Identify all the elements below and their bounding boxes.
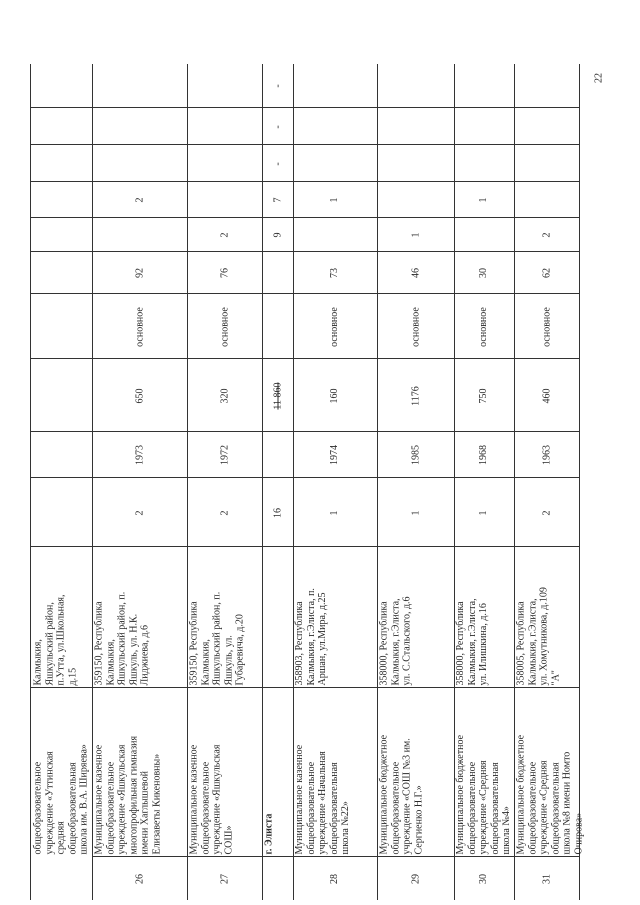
cell-name — [31, 687, 92, 857]
cell-text-type: основное — [133, 306, 145, 347]
cell-text-name: общеобразовательное учреждение «Уттинская средняя общеобразовательная школа им. В.А. Ширяева» — [32, 743, 89, 854]
cell-name — [92, 687, 187, 857]
cell-text-c4: - — [271, 124, 283, 129]
cell-c3 — [454, 144, 514, 182]
cell-type — [293, 293, 377, 359]
table-row — [31, 64, 93, 900]
cell-capacity — [31, 358, 92, 432]
cell-text-c2: 1 — [478, 197, 490, 203]
cell-text-type: основное — [329, 306, 341, 347]
cell-text-year: 1968 — [478, 445, 490, 465]
cell-students — [92, 251, 187, 294]
cell-c1 — [514, 217, 579, 252]
cell-c1 — [92, 217, 187, 252]
cell-text-c2: 7 — [271, 197, 283, 203]
cell-c1 — [187, 217, 262, 252]
cell-text-name: Муниципальное казенное общеобразовательное учреждение «Начальная общеобразовательная школа №22» — [294, 744, 351, 854]
cell-capacity — [92, 358, 187, 432]
cell-text-capacity: 320 — [218, 388, 230, 403]
cell-text-students: 73 — [329, 268, 341, 278]
cell-text-name: Муниципальное казенное общеобразовательное учреждение «Яшкульская многопрофильная гимназия имени Хаглышевой Елизаветы Кикеновны» — [93, 735, 162, 854]
cell-address — [293, 546, 377, 688]
cell-year — [377, 431, 454, 478]
cell-text-year: 1974 — [329, 445, 341, 465]
cell-no — [31, 856, 92, 900]
cell-type — [377, 293, 454, 359]
cell-year — [514, 431, 579, 478]
cell-c5 — [454, 64, 514, 107]
table-row — [514, 64, 584, 900]
cell-name — [514, 687, 584, 857]
cell-c4 — [514, 107, 579, 145]
cell-capacity — [377, 358, 454, 432]
cell-address — [262, 546, 293, 688]
cell-text-no: 26 — [133, 874, 145, 884]
table-row — [92, 64, 188, 900]
cell-text-year: 1973 — [133, 445, 145, 465]
cell-name — [293, 687, 377, 857]
cell-text-buildings: 1 — [409, 510, 421, 515]
cell-c3 — [31, 144, 92, 182]
cell-students — [187, 251, 262, 294]
cell-type — [92, 293, 187, 359]
cell-type — [187, 293, 262, 359]
cell-text-type: основное — [409, 306, 421, 347]
cell-year — [454, 431, 514, 478]
cell-text-c1: 2 — [540, 232, 552, 238]
cell-c2 — [92, 181, 187, 218]
cell-address — [92, 546, 187, 688]
cell-name — [262, 687, 293, 857]
cell-address — [31, 546, 92, 688]
cell-text-address: 358000, Республика Калмыкия, г.Элиста, ул. С.Стальского, д.6 — [378, 595, 412, 685]
cell-type — [31, 293, 92, 359]
cell-no — [293, 856, 377, 901]
cell-name — [187, 687, 262, 857]
cell-buildings — [92, 477, 187, 547]
cell-text-year: 1972 — [218, 445, 230, 465]
cell-students — [454, 251, 514, 294]
cell-text-capacity: 750 — [478, 388, 490, 403]
cell-text-buildings: 16 — [271, 507, 283, 518]
cell-no — [377, 856, 454, 901]
cell-text-no: 29 — [409, 874, 421, 884]
cell-text-buildings: 2 — [540, 510, 552, 515]
cell-text-buildings: 2 — [218, 510, 230, 515]
cell-text-capacity: 1176 — [409, 385, 421, 406]
cell-c2 — [514, 181, 579, 218]
table-row — [454, 64, 515, 900]
cell-c3 — [262, 144, 293, 182]
cell-text-capacity: 160 — [329, 388, 341, 403]
cell-students — [514, 251, 579, 294]
cell-c4 — [187, 107, 262, 145]
cell-capacity — [293, 358, 377, 432]
cell-text-address: Калмыкия, Яшкульский район, п.Утта, ул.Школьная, д.15 — [32, 593, 78, 685]
cell-c5 — [514, 64, 579, 107]
cell-c4 — [92, 107, 187, 145]
cell-text-name: Муниципальное казенное общеобразовательное учреждение «Яшкульская СОШ» — [188, 744, 234, 854]
cell-address — [454, 546, 514, 688]
cell-text-address: 358000, Республика Калмыкия, г.Элиста, ул. Илишкина, д.16 — [455, 597, 489, 685]
cell-text-type: основное — [218, 306, 230, 347]
cell-c4 — [31, 107, 92, 145]
cell-text-year: 1963 — [540, 445, 552, 465]
cell-students — [293, 251, 377, 294]
cell-c2 — [454, 181, 514, 218]
cell-text-name: Муниципальное бюджетное общеобразовательное учреждение «Средняя общеобразовательная школа №8 имени Номто Очирова» — [515, 734, 584, 854]
cell-c4 — [262, 107, 293, 145]
page-number — [589, 68, 609, 88]
cell-text-address: 358903, Республика Калмыкия, г.Элиста, п. Аршан, ул.Мира, д.25 — [294, 587, 328, 685]
cell-year — [92, 431, 187, 478]
cell-c2 — [377, 181, 454, 218]
cell-buildings — [262, 477, 293, 547]
cell-students — [262, 251, 293, 294]
cell-text-year: 1985 — [409, 445, 421, 465]
cell-c1 — [454, 217, 514, 252]
cell-name — [377, 687, 454, 857]
cell-name — [454, 687, 514, 857]
cell-text-name: г. Элиста — [263, 813, 274, 854]
cell-c1 — [377, 217, 454, 252]
cell-capacity — [187, 358, 262, 432]
cell-buildings — [514, 477, 579, 547]
cell-no — [187, 856, 262, 901]
cell-address — [377, 546, 454, 688]
cell-text-no: 27 — [218, 874, 230, 884]
cell-text-c2: 2 — [133, 197, 145, 203]
cell-c5 — [377, 64, 454, 107]
cell-c5 — [262, 64, 293, 107]
cell-c4 — [293, 107, 377, 145]
cell-text-type: основное — [540, 306, 552, 347]
cell-text-address: 359150, Республика Калмыкия, Яшкульский район, п. Яшкуль, ул. Н.К. Лиджиева, д.6 — [93, 591, 150, 685]
cell-c2 — [293, 181, 377, 218]
cell-text-buildings: 1 — [329, 510, 341, 515]
cell-year — [293, 431, 377, 478]
cell-text-capacity: 11 860 — [271, 381, 283, 410]
cell-year — [31, 431, 92, 478]
cell-c2 — [262, 181, 293, 218]
cell-year — [262, 431, 293, 478]
cell-c2 — [187, 181, 262, 218]
cell-buildings — [454, 477, 514, 547]
table-row — [293, 64, 378, 900]
cell-no — [262, 856, 293, 901]
cell-buildings — [187, 477, 262, 547]
cell-c1 — [262, 217, 293, 252]
cell-text-no: 30 — [478, 874, 490, 884]
cell-text-c1: 9 — [271, 232, 283, 238]
cell-c3 — [187, 144, 262, 182]
cell-text-students: 30 — [478, 268, 490, 278]
cell-students — [31, 251, 92, 294]
cell-type — [514, 293, 579, 359]
cell-text-type: основное — [478, 306, 490, 347]
cell-type — [454, 293, 514, 359]
cell-c5 — [31, 64, 92, 107]
cell-no — [514, 856, 579, 901]
cell-year — [187, 431, 262, 478]
cell-text-buildings: 1 — [478, 510, 490, 515]
cell-c4 — [454, 107, 514, 145]
cell-text-students: 46 — [409, 268, 421, 278]
cell-capacity — [514, 358, 579, 432]
cell-type — [262, 293, 293, 359]
cell-text-no: 31 — [540, 874, 552, 884]
cell-students — [377, 251, 454, 294]
cell-text-c5: - — [271, 83, 283, 88]
cell-buildings — [377, 477, 454, 547]
schools-table — [30, 64, 584, 900]
cell-c3 — [92, 144, 187, 182]
cell-c3 — [377, 144, 454, 182]
cell-text-capacity: 650 — [133, 388, 145, 403]
cell-text-students: 92 — [133, 268, 145, 278]
cell-c1 — [31, 217, 92, 252]
cell-text-address: 359150, Республика Калмыкия, Яшкульский район, п. Яшкуль, ул. Губаревича, д.20 — [188, 591, 245, 685]
table-row — [377, 64, 455, 900]
cell-buildings — [31, 477, 92, 547]
cell-text-capacity: 460 — [540, 388, 552, 403]
cell-c3 — [514, 144, 579, 182]
cell-c2 — [31, 181, 92, 218]
cell-capacity — [454, 358, 514, 432]
cell-text-name: Муниципальное бюджетное общеобразовательное учреждение «СОШ №3 им. Сергиенко Н.Г.» — [378, 734, 424, 854]
cell-c1 — [293, 217, 377, 252]
cell-buildings — [293, 477, 377, 547]
cell-no — [92, 856, 187, 901]
cell-capacity — [262, 358, 293, 432]
cell-c3 — [293, 144, 377, 182]
table-row — [262, 64, 294, 900]
cell-c5 — [92, 64, 187, 107]
cell-text-no: 28 — [329, 874, 341, 884]
cell-text-c2: 1 — [329, 197, 341, 203]
cell-text-students: 62 — [540, 268, 552, 278]
cell-c5 — [187, 64, 262, 107]
cell-address — [187, 546, 262, 688]
cell-text-buildings: 2 — [133, 510, 145, 515]
cell-address — [514, 546, 579, 688]
cell-c5 — [293, 64, 377, 107]
cell-text-c1: 2 — [218, 232, 230, 238]
cell-no — [454, 856, 514, 901]
cell-text-address: 358005, Республика Калмыкия, г.Элиста, ул. Хомутникова, д.109 "А" — [515, 586, 561, 685]
cell-text-students: 76 — [218, 268, 230, 278]
page-number-text: 22 — [593, 73, 605, 83]
cell-text-name: Муниципальное бюджетное общеобразовательное учреждение «Средняя общеобразовательная школа №4» — [455, 734, 512, 854]
cell-c4 — [377, 107, 454, 145]
table-row — [187, 64, 263, 900]
cell-text-c3: - — [271, 161, 283, 166]
cell-text-c1: 1 — [409, 232, 421, 238]
